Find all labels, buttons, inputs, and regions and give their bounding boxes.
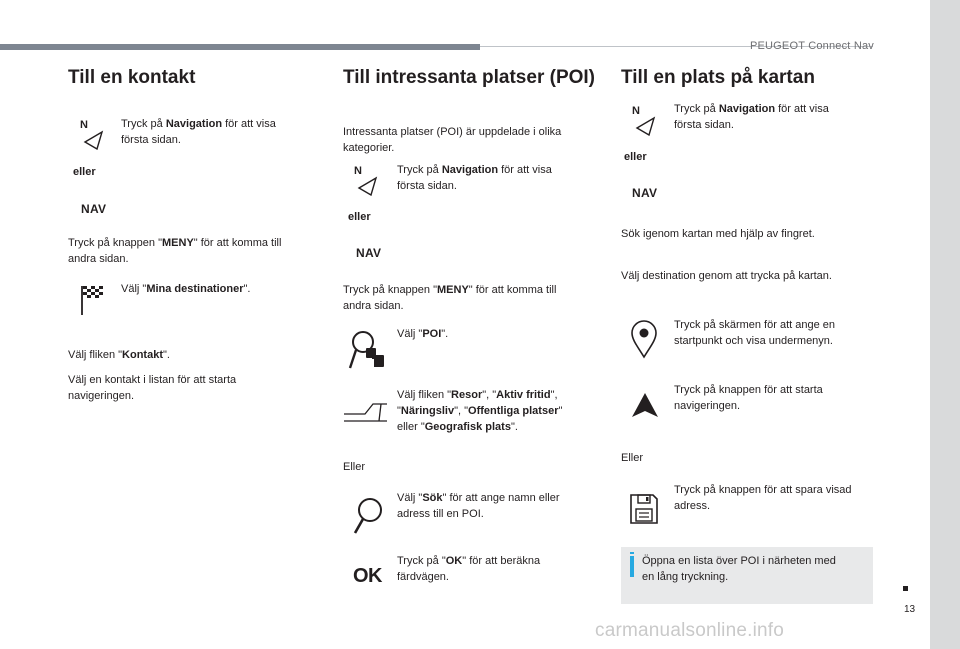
section-title-contact: Till en kontakt [68,67,196,88]
svg-text:N: N [80,119,88,131]
col2-or-label: Eller [343,461,366,473]
nav-button-icon: NAV [632,186,658,200]
section-title-poi: Till intressanta platser (POI) [343,67,596,88]
col2-step-tabs: Välj fliken "Resor", "Aktiv fritid", "Näringsliv", "Offentliga platser" eller "Geografisk plats". [397,389,563,433]
brand-label: PEUGEOT Connect Nav [749,40,874,52]
navigation-icon [78,118,106,150]
nav-button-icon: NAV [81,202,107,216]
info-icon-dot [630,552,634,554]
save-icon [629,493,659,525]
col2-step-ok: Tryck på "OK" för att beräkna färdvägen. [397,555,541,583]
page-number: 13 [904,604,916,615]
or-label: eller [348,211,371,223]
col3-step-save: Tryck på knappen för att spara visad adress. [674,484,852,512]
map-pin-icon [630,319,658,359]
col2-step-menu: Tryck på knappen "MENY" för att komma till andra sidan. [343,284,557,312]
ok-button-icon: OK [353,565,382,587]
svg-text:N: N [632,105,640,117]
col3-step-navigation: Tryck på Navigation för att visa första sidan. [674,103,829,131]
col2-step-poi: Välj "POI". [397,328,449,340]
col2-step-navigation: Tryck på Navigation för att visa första sidan. [397,164,552,192]
info-text: Öppna en lista över POI i närheten med en lång tryckning. [642,555,836,583]
section-title-map: Till en plats på kartan [621,67,815,88]
watermark: carmanualsonline.info [595,620,785,641]
col1-step-destinations: Välj "Mina destinationer". [121,283,251,295]
or-label: eller [624,151,647,163]
col1-step-contact: Välj en kontakt i listan för att starta navigeringen. [68,374,237,402]
tabs-icon [343,402,389,424]
col1-step-tab: Välj fliken "Kontakt". [68,349,170,361]
col1-step-navigation: Tryck på Navigation för att visa första sidan. [121,118,276,146]
col2-step-search: Välj "Sök" för att ange namn eller adress till en POI. [397,492,560,520]
svg-text:N: N [354,165,362,177]
page-marker [903,586,908,591]
col1-step-menu: Tryck på knappen "MENY" för att komma till andra sidan. [68,237,282,265]
or-label: eller [73,166,96,178]
checkered-flag-icon [80,284,104,316]
col3-step-pin: Tryck på skärmen för att ange en startpunkt och visa undermenyn. [674,319,835,347]
info-icon [630,556,634,577]
poi-search-icon [348,328,386,370]
col3-search-map: Sök igenom kartan med hjälp av fingret. [621,228,815,240]
search-icon [352,495,386,535]
col3-or-label: Eller [621,452,644,464]
col3-step-start: Tryck på knappen för att starta navigeringen. [674,384,823,412]
page-side-strip [930,0,960,649]
start-navigation-icon [631,392,659,418]
nav-button-icon: NAV [356,246,382,260]
col3-choose-dest: Välj destination genom att trycka på kartan. [621,270,832,282]
navigation-icon [352,164,380,196]
header-bar [0,44,480,50]
navigation-icon [630,104,658,136]
col2-intro: Intressanta platser (POI) är uppdelade i olika kategorier. [343,126,562,154]
